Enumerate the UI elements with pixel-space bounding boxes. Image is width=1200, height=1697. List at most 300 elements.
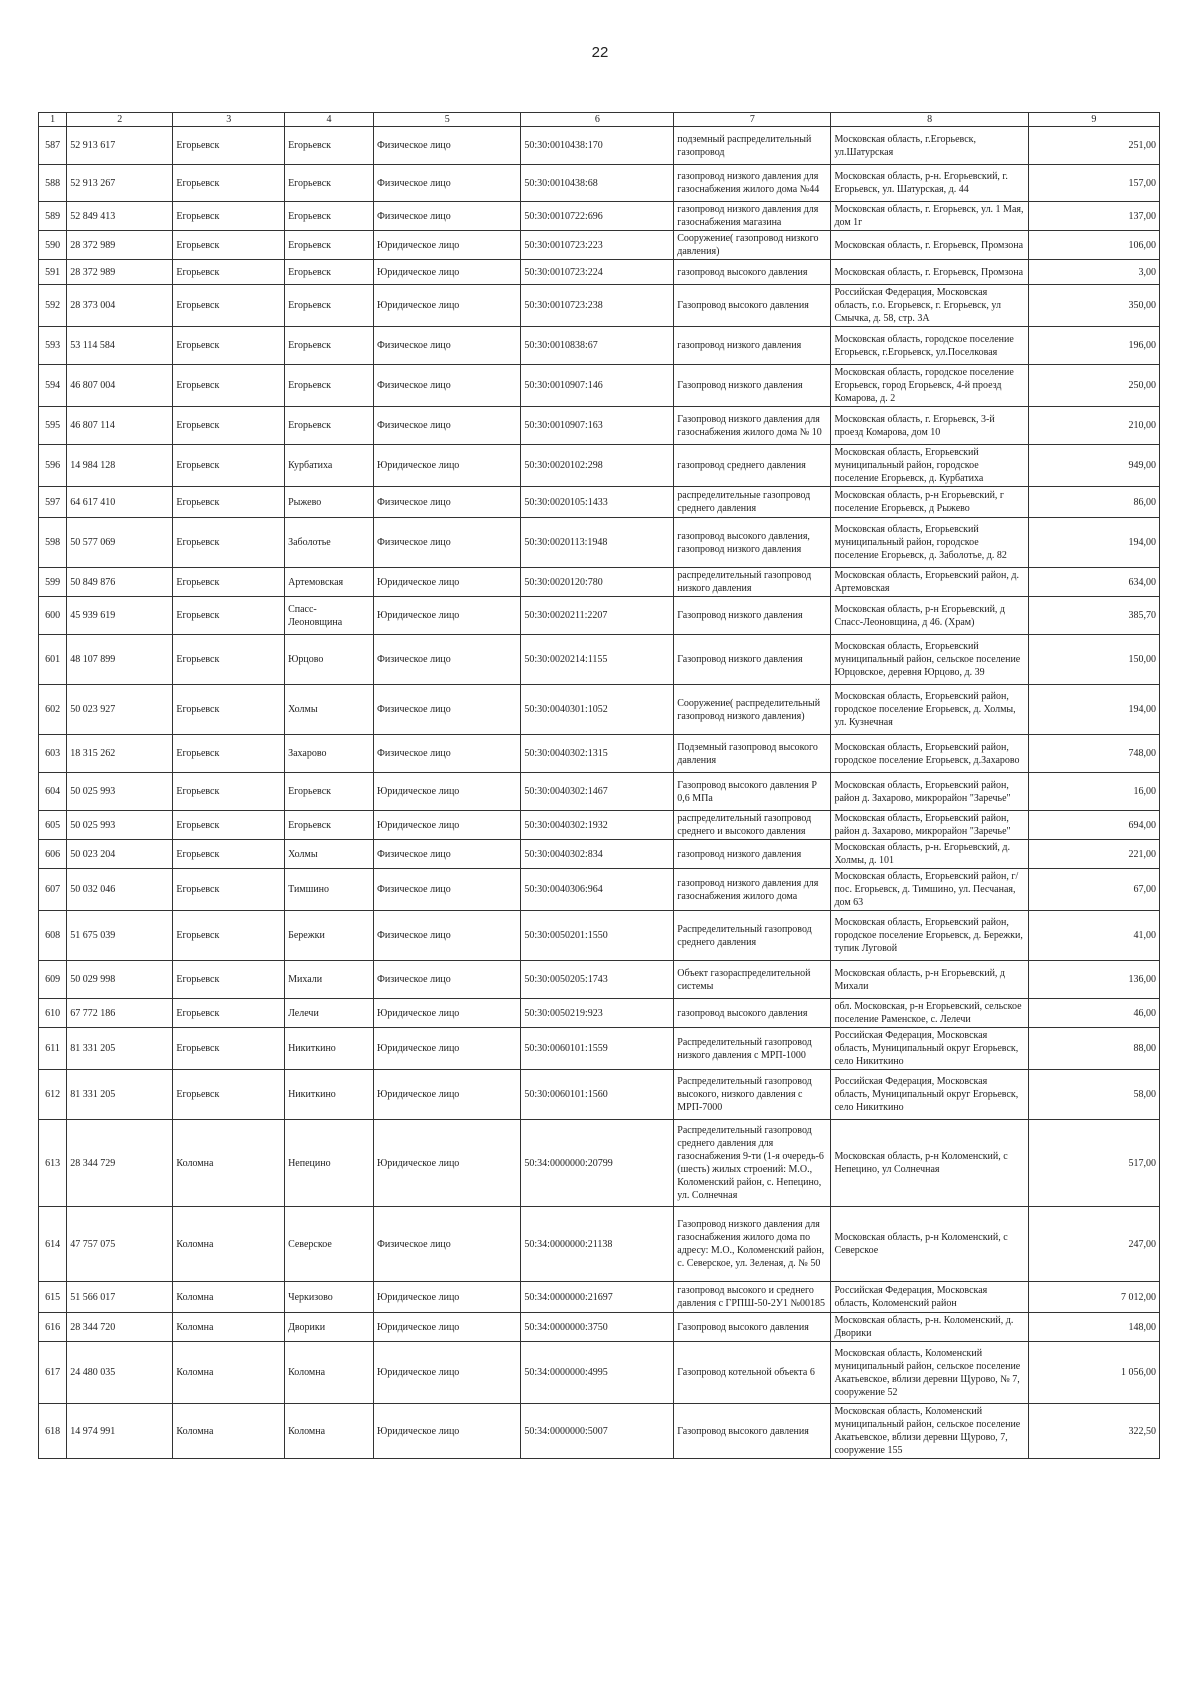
code-cell: 50 849 876 <box>67 568 173 597</box>
code-cell: 50 577 069 <box>67 518 173 568</box>
object-name-cell: Сооружение( распределительный газопровод низкого давления) <box>674 685 831 735</box>
locality-cell: Егорьевск <box>285 260 374 285</box>
row-number-cell: 605 <box>39 811 67 840</box>
length-cell: 251,00 <box>1028 127 1159 165</box>
municipality-cell: Егорьевск <box>173 685 285 735</box>
locality-cell: Юрцово <box>285 635 374 685</box>
owner-type-cell: Физическое лицо <box>373 1207 520 1282</box>
address-cell: Московская область, Егорьевский муниципальный район, городское поселение Егорьевск, д. Заболотье, д. 82 <box>831 518 1028 568</box>
column-number-header: 9 <box>1028 113 1159 127</box>
code-cell: 52 913 617 <box>67 127 173 165</box>
address-cell: Московская область, р-н Коломенский, с Северское <box>831 1207 1028 1282</box>
length-cell: 748,00 <box>1028 735 1159 773</box>
address-cell: Московская область, р-н Егорьевский, д Михали <box>831 961 1028 999</box>
row-number-cell: 588 <box>39 165 67 202</box>
code-cell: 51 566 017 <box>67 1282 173 1313</box>
table-row <box>39 1207 1160 1282</box>
length-cell: 949,00 <box>1028 445 1159 487</box>
locality-cell: Михали <box>285 961 374 999</box>
address-cell: Московская область, Егорьевский район, городское поселение Егорьевск, д. Бережки, тупик Луговой <box>831 911 1028 961</box>
address-cell: Российская Федерация, Московская область, Муниципальный округ Егорьевск, село Никиткино <box>831 1028 1028 1070</box>
municipality-cell: Коломна <box>173 1342 285 1404</box>
locality-cell: Непецино <box>285 1120 374 1207</box>
table-row <box>39 568 1160 597</box>
owner-type-cell: Физическое лицо <box>373 911 520 961</box>
column-number-header: 5 <box>373 113 520 127</box>
locality-cell: Бережки <box>285 911 374 961</box>
locality-cell: Курбатиха <box>285 445 374 487</box>
table-row <box>39 685 1160 735</box>
object-name-cell: Газопровод котельной объекта 6 <box>674 1342 831 1404</box>
code-cell: 46 807 004 <box>67 365 173 407</box>
address-cell: Московская область, Егорьевский муниципальный район, сельское поселение Юрцовское, деревня Юрцово, д. 39 <box>831 635 1028 685</box>
length-cell: 221,00 <box>1028 840 1159 869</box>
municipality-cell: Егорьевск <box>173 285 285 327</box>
owner-type-cell: Физическое лицо <box>373 165 520 202</box>
row-number-cell: 609 <box>39 961 67 999</box>
code-cell: 24 480 035 <box>67 1342 173 1404</box>
row-number-cell: 591 <box>39 260 67 285</box>
code-cell: 52 849 413 <box>67 202 173 231</box>
municipality-cell: Егорьевск <box>173 407 285 445</box>
address-cell: Московская область, г.Егорьевск, ул.Шатурская <box>831 127 1028 165</box>
municipality-cell: Коломна <box>173 1207 285 1282</box>
table-row <box>39 231 1160 260</box>
locality-cell: Егорьевск <box>285 285 374 327</box>
row-number-cell: 614 <box>39 1207 67 1282</box>
code-cell: 28 373 004 <box>67 285 173 327</box>
length-cell: 194,00 <box>1028 518 1159 568</box>
address-cell: Московская область, г. Егорьевск, Промзона <box>831 260 1028 285</box>
address-cell: Московская область, г. Егорьевск, Промзона <box>831 231 1028 260</box>
column-number-header: 4 <box>285 113 374 127</box>
owner-type-cell: Юридическое лицо <box>373 811 520 840</box>
row-number-cell: 604 <box>39 773 67 811</box>
owner-type-cell: Физическое лицо <box>373 735 520 773</box>
object-name-cell: распределительный газопровод низкого давления <box>674 568 831 597</box>
locality-cell: Холмы <box>285 685 374 735</box>
code-cell: 50 025 993 <box>67 811 173 840</box>
locality-cell: Егорьевск <box>285 365 374 407</box>
code-cell: 45 939 619 <box>67 597 173 635</box>
municipality-cell: Егорьевск <box>173 999 285 1028</box>
cadastral-number-cell: 50:30:0010723:224 <box>521 260 674 285</box>
length-cell: 194,00 <box>1028 685 1159 735</box>
row-number-cell: 599 <box>39 568 67 597</box>
cadastral-number-cell: 50:30:0020214:1155 <box>521 635 674 685</box>
locality-cell: Захарово <box>285 735 374 773</box>
owner-type-cell: Физическое лицо <box>373 635 520 685</box>
object-name-cell: Газопровод низкого давления для газоснабжения жилого дома № 10 <box>674 407 831 445</box>
object-name-cell: Распределительный газопровод среднего давления <box>674 911 831 961</box>
object-name-cell: Распределительный газопровод низкого давления с МРП-1000 <box>674 1028 831 1070</box>
cadastral-number-cell: 50:30:0050205:1743 <box>521 961 674 999</box>
code-cell: 50 029 998 <box>67 961 173 999</box>
owner-type-cell: Юридическое лицо <box>373 773 520 811</box>
locality-cell: Артемовская <box>285 568 374 597</box>
row-number-cell: 597 <box>39 487 67 518</box>
owner-type-cell: Юридическое лицо <box>373 1070 520 1120</box>
row-number-cell: 593 <box>39 327 67 365</box>
object-name-cell: Газопровод низкого давления <box>674 365 831 407</box>
locality-cell: Егорьевск <box>285 407 374 445</box>
code-cell: 81 331 205 <box>67 1070 173 1120</box>
locality-cell: Рыжево <box>285 487 374 518</box>
cadastral-number-cell: 50:30:0010438:170 <box>521 127 674 165</box>
length-cell: 136,00 <box>1028 961 1159 999</box>
length-cell: 88,00 <box>1028 1028 1159 1070</box>
locality-cell: Северское <box>285 1207 374 1282</box>
length-cell: 16,00 <box>1028 773 1159 811</box>
row-number-cell: 600 <box>39 597 67 635</box>
owner-type-cell: Физическое лицо <box>373 202 520 231</box>
cadastral-number-cell: 50:34:0000000:3750 <box>521 1313 674 1342</box>
length-cell: 137,00 <box>1028 202 1159 231</box>
address-cell: Московская область, р-н. Коломенский, д. Дворики <box>831 1313 1028 1342</box>
object-name-cell: Распределительный газопровод высокого, низкого давления с МРП-7000 <box>674 1070 831 1120</box>
cadastral-number-cell: 50:30:0050219:923 <box>521 999 674 1028</box>
object-name-cell: подземный распределительный газопровод <box>674 127 831 165</box>
cadastral-number-cell: 50:30:0050201:1550 <box>521 911 674 961</box>
object-name-cell: Распределительный газопровод среднего давления для газоснабжения 9-ти (1-я очередь-6 (шесть) жилых строений: М.О., Коломенский район, с. Непецино, ул. Солнечная <box>674 1120 831 1207</box>
municipality-cell: Егорьевск <box>173 961 285 999</box>
owner-type-cell: Юридическое лицо <box>373 1404 520 1459</box>
length-cell: 694,00 <box>1028 811 1159 840</box>
code-cell: 81 331 205 <box>67 1028 173 1070</box>
municipality-cell: Егорьевск <box>173 869 285 911</box>
length-cell: 41,00 <box>1028 911 1159 961</box>
column-number-header: 6 <box>521 113 674 127</box>
address-cell: Московская область, р-н. Егорьевский, д. Холмы, д. 101 <box>831 840 1028 869</box>
locality-cell: Егорьевск <box>285 231 374 260</box>
address-cell: Российская Федерация, Московская область, Муниципальный округ Егорьевск, село Никиткино <box>831 1070 1028 1120</box>
owner-type-cell: Физическое лицо <box>373 127 520 165</box>
locality-cell: Спасс-Леоновщина <box>285 597 374 635</box>
address-cell: Московская область, Егорьевский район, район д. Захарово, микрорайон "Заречье" <box>831 773 1028 811</box>
object-name-cell: газопровод высокого давления, газопровод низкого давления <box>674 518 831 568</box>
object-name-cell: Газопровод низкого давления для газоснабжения жилого дома по адресу: М.О., Коломенский район, с. Северское, ул. Зеленая, д. № 50 <box>674 1207 831 1282</box>
municipality-cell: Егорьевск <box>173 911 285 961</box>
cadastral-number-cell: 50:30:0020120:780 <box>521 568 674 597</box>
object-name-cell: Газопровод низкого давления <box>674 597 831 635</box>
municipality-cell: Коломна <box>173 1313 285 1342</box>
code-cell: 50 025 993 <box>67 773 173 811</box>
length-cell: 58,00 <box>1028 1070 1159 1120</box>
municipality-cell: Егорьевск <box>173 445 285 487</box>
row-number-cell: 607 <box>39 869 67 911</box>
municipality-cell: Егорьевск <box>173 635 285 685</box>
cadastral-number-cell: 50:30:0060101:1560 <box>521 1070 674 1120</box>
page-number: 22 <box>591 44 609 61</box>
cadastral-number-cell: 50:30:0020113:1948 <box>521 518 674 568</box>
municipality-cell: Егорьевск <box>173 840 285 869</box>
municipality-cell: Коломна <box>173 1404 285 1459</box>
code-cell: 46 807 114 <box>67 407 173 445</box>
table-row <box>39 840 1160 869</box>
locality-cell: Егорьевск <box>285 327 374 365</box>
object-name-cell: Подземный газопровод высокого давления <box>674 735 831 773</box>
cadastral-number-cell: 50:30:0040306:964 <box>521 869 674 911</box>
table-row <box>39 407 1160 445</box>
column-number-row <box>39 113 1160 127</box>
object-name-cell: Газопровод высокого давления P 0,6 МПа <box>674 773 831 811</box>
cadastral-number-cell: 50:30:0010438:68 <box>521 165 674 202</box>
cadastral-number-cell: 50:30:0040302:1315 <box>521 735 674 773</box>
cadastral-number-cell: 50:30:0010907:146 <box>521 365 674 407</box>
object-name-cell: Газопровод высокого давления <box>674 1313 831 1342</box>
municipality-cell: Егорьевск <box>173 568 285 597</box>
row-number-cell: 603 <box>39 735 67 773</box>
municipality-cell: Егорьевск <box>173 365 285 407</box>
municipality-cell: Егорьевск <box>173 1028 285 1070</box>
row-number-cell: 589 <box>39 202 67 231</box>
municipality-cell: Егорьевск <box>173 327 285 365</box>
object-name-cell: распределительные газопровод среднего давления <box>674 487 831 518</box>
object-name-cell: Объект газораспределительной системы <box>674 961 831 999</box>
code-cell: 64 617 410 <box>67 487 173 518</box>
locality-cell: Коломна <box>285 1404 374 1459</box>
address-cell: Московская область, Егорьевский район, городское поселение Егорьевск, д.Захарово <box>831 735 1028 773</box>
length-cell: 7 012,00 <box>1028 1282 1159 1313</box>
table-body <box>39 127 1160 1459</box>
address-cell: Московская область, р-н Егорьевский, д Спасс-Леоновщина, д 46. (Храм) <box>831 597 1028 635</box>
cadastral-number-cell: 50:30:0060101:1559 <box>521 1028 674 1070</box>
object-name-cell: газопровод низкого давления для газоснабжения магазина <box>674 202 831 231</box>
cadastral-number-cell: 50:30:0040302:834 <box>521 840 674 869</box>
cadastral-number-cell: 50:30:0020102:298 <box>521 445 674 487</box>
table-row <box>39 735 1160 773</box>
object-name-cell: газопровод низкого давления для газоснабжения жилого дома <box>674 869 831 911</box>
municipality-cell: Егорьевск <box>173 231 285 260</box>
address-cell: Московская область, г. Егорьевск, 3-й проезд Комарова, дом 10 <box>831 407 1028 445</box>
row-number-cell: 594 <box>39 365 67 407</box>
code-cell: 51 675 039 <box>67 911 173 961</box>
row-number-cell: 615 <box>39 1282 67 1313</box>
object-name-cell: Газопровод низкого давления <box>674 635 831 685</box>
code-cell: 48 107 899 <box>67 635 173 685</box>
object-name-cell: газопровод низкого давления <box>674 840 831 869</box>
address-cell: Московская область, р-н Егорьевский, г поселение Егорьевск, д Рыжево <box>831 487 1028 518</box>
cadastral-number-cell: 50:30:0010838:67 <box>521 327 674 365</box>
locality-cell: Черкизово <box>285 1282 374 1313</box>
length-cell: 86,00 <box>1028 487 1159 518</box>
cadastral-number-cell: 50:30:0010723:238 <box>521 285 674 327</box>
table-row <box>39 773 1160 811</box>
table-row <box>39 445 1160 487</box>
owner-type-cell: Юридическое лицо <box>373 445 520 487</box>
cadastral-number-cell: 50:30:0010723:223 <box>521 231 674 260</box>
table-row <box>39 285 1160 327</box>
object-name-cell: Газопровод высокого давления <box>674 285 831 327</box>
length-cell: 634,00 <box>1028 568 1159 597</box>
row-number-cell: 617 <box>39 1342 67 1404</box>
table-row <box>39 327 1160 365</box>
code-cell: 47 757 075 <box>67 1207 173 1282</box>
row-number-cell: 618 <box>39 1404 67 1459</box>
row-number-cell: 595 <box>39 407 67 445</box>
table-row <box>39 961 1160 999</box>
owner-type-cell: Юридическое лицо <box>373 568 520 597</box>
column-number-header: 2 <box>67 113 173 127</box>
locality-cell: Егорьевск <box>285 773 374 811</box>
owner-type-cell: Юридическое лицо <box>373 285 520 327</box>
cadastral-number-cell: 50:34:0000000:21138 <box>521 1207 674 1282</box>
table-row <box>39 1120 1160 1207</box>
object-name-cell: газопровод низкого давления <box>674 327 831 365</box>
row-number-cell: 596 <box>39 445 67 487</box>
locality-cell: Холмы <box>285 840 374 869</box>
length-cell: 196,00 <box>1028 327 1159 365</box>
table-row <box>39 911 1160 961</box>
length-cell: 67,00 <box>1028 869 1159 911</box>
object-name-cell: газопровод высокого давления <box>674 260 831 285</box>
table-row <box>39 1313 1160 1342</box>
code-cell: 14 984 128 <box>67 445 173 487</box>
owner-type-cell: Физическое лицо <box>373 840 520 869</box>
length-cell: 250,00 <box>1028 365 1159 407</box>
object-name-cell: газопровод среднего давления <box>674 445 831 487</box>
address-cell: Российская Федерация, Московская область, г.о. Егорьевск, г. Егорьевск, ул Смычка, д. 58, стр. 3А <box>831 285 1028 327</box>
address-cell: Московская область, Коломенский муниципальный район, сельское поселение Акатьевское, вблизи деревни Щурово, 7, сооружение 155 <box>831 1404 1028 1459</box>
municipality-cell: Егорьевск <box>173 202 285 231</box>
municipality-cell: Егорьевск <box>173 518 285 568</box>
address-cell: Московская область, г. Егорьевск, ул. 1 Мая, дом 1г <box>831 202 1028 231</box>
table-row <box>39 1404 1160 1459</box>
address-cell: Московская область, Егорьевский район, городское поселение Егорьевск, д. Холмы, ул. Кузнечная <box>831 685 1028 735</box>
object-name-cell: газопровод высокого и среднего давления с ГРПШ-50-2У1 №00185 <box>674 1282 831 1313</box>
table-row <box>39 260 1160 285</box>
locality-cell: Тимшино <box>285 869 374 911</box>
owner-type-cell: Физическое лицо <box>373 518 520 568</box>
address-cell: Российская Федерация, Московская область, Коломенский район <box>831 1282 1028 1313</box>
locality-cell: Никиткино <box>285 1070 374 1120</box>
address-cell: Московская область, Егорьевский район, район д. Захарово, микрорайон "Заречье" <box>831 811 1028 840</box>
municipality-cell: Егорьевск <box>173 487 285 518</box>
cadastral-number-cell: 50:34:0000000:20799 <box>521 1120 674 1207</box>
cadastral-number-cell: 50:30:0010722:696 <box>521 202 674 231</box>
length-cell: 385,70 <box>1028 597 1159 635</box>
code-cell: 28 344 720 <box>67 1313 173 1342</box>
length-cell: 46,00 <box>1028 999 1159 1028</box>
address-cell: Московская область, Коломенский муниципальный район, сельское поселение Акатьевское, вблизи деревни Щурово, № 7, сооружение 52 <box>831 1342 1028 1404</box>
owner-type-cell: Юридическое лицо <box>373 1282 520 1313</box>
length-cell: 150,00 <box>1028 635 1159 685</box>
row-number-cell: 616 <box>39 1313 67 1342</box>
owner-type-cell: Юридическое лицо <box>373 1120 520 1207</box>
municipality-cell: Егорьевск <box>173 597 285 635</box>
code-cell: 18 315 262 <box>67 735 173 773</box>
row-number-cell: 610 <box>39 999 67 1028</box>
table-row <box>39 1028 1160 1070</box>
owner-type-cell: Юридическое лицо <box>373 1342 520 1404</box>
address-cell: Московская область, р-н Коломенский, с Непецино, ул Солнечная <box>831 1120 1028 1207</box>
length-cell: 106,00 <box>1028 231 1159 260</box>
owner-type-cell: Физическое лицо <box>373 365 520 407</box>
address-cell: обл. Московская, р-н Егорьевский, сельское поселение Раменское, с. Лелечи <box>831 999 1028 1028</box>
row-number-cell: 598 <box>39 518 67 568</box>
table-row <box>39 1282 1160 1313</box>
length-cell: 148,00 <box>1028 1313 1159 1342</box>
code-cell: 53 114 584 <box>67 327 173 365</box>
cadastral-number-cell: 50:30:0040302:1467 <box>521 773 674 811</box>
table-row <box>39 487 1160 518</box>
municipality-cell: Егорьевск <box>173 260 285 285</box>
object-name-cell: Газопровод высокого давления <box>674 1404 831 1459</box>
object-name-cell: газопровод низкого давления для газоснабжения жилого дома №44 <box>674 165 831 202</box>
cadastral-number-cell: 50:34:0000000:21697 <box>521 1282 674 1313</box>
object-name-cell: газопровод высокого давления <box>674 999 831 1028</box>
row-number-cell: 590 <box>39 231 67 260</box>
owner-type-cell: Юридическое лицо <box>373 231 520 260</box>
municipality-cell: Егорьевск <box>173 811 285 840</box>
owner-type-cell: Юридическое лицо <box>373 999 520 1028</box>
owner-type-cell: Физическое лицо <box>373 327 520 365</box>
table-row <box>39 635 1160 685</box>
row-number-cell: 602 <box>39 685 67 735</box>
length-cell: 517,00 <box>1028 1120 1159 1207</box>
code-cell: 28 372 989 <box>67 260 173 285</box>
locality-cell: Егорьевск <box>285 811 374 840</box>
row-number-cell: 608 <box>39 911 67 961</box>
row-number-cell: 587 <box>39 127 67 165</box>
column-number-header: 7 <box>674 113 831 127</box>
length-cell: 322,50 <box>1028 1404 1159 1459</box>
row-number-cell: 613 <box>39 1120 67 1207</box>
length-cell: 210,00 <box>1028 407 1159 445</box>
length-cell: 1 056,00 <box>1028 1342 1159 1404</box>
owner-type-cell: Юридическое лицо <box>373 1313 520 1342</box>
municipality-cell: Егорьевск <box>173 735 285 773</box>
locality-cell: Егорьевск <box>285 202 374 231</box>
owner-type-cell: Физическое лицо <box>373 961 520 999</box>
table-row <box>39 365 1160 407</box>
municipality-cell: Коломна <box>173 1120 285 1207</box>
owner-type-cell: Юридическое лицо <box>373 597 520 635</box>
cadastral-number-cell: 50:34:0000000:5007 <box>521 1404 674 1459</box>
object-name-cell: Сооружение( газопровод низкого давления) <box>674 231 831 260</box>
owner-type-cell: Юридическое лицо <box>373 1028 520 1070</box>
length-cell: 157,00 <box>1028 165 1159 202</box>
table-row <box>39 597 1160 635</box>
code-cell: 50 032 046 <box>67 869 173 911</box>
address-cell: Московская область, р-н. Егорьевский, г. Егорьевск, ул. Шатурская, д. 44 <box>831 165 1028 202</box>
table-row <box>39 869 1160 911</box>
code-cell: 52 913 267 <box>67 165 173 202</box>
address-cell: Московская область, городское поселение Егорьевск, г.Егорьевск, ул.Поселковая <box>831 327 1028 365</box>
length-cell: 350,00 <box>1028 285 1159 327</box>
code-cell: 67 772 186 <box>67 999 173 1028</box>
table-row <box>39 1342 1160 1404</box>
object-name-cell: распределительный газопровод среднего и высокого давления <box>674 811 831 840</box>
address-cell: Московская область, Егорьевский район, г/пос. Егорьевск, д. Тимшино, ул. Песчаная, дом 63 <box>831 869 1028 911</box>
locality-cell: Заболотье <box>285 518 374 568</box>
municipality-cell: Егорьевск <box>173 1070 285 1120</box>
address-cell: Московская область, Егорьевский муниципальный район, городское поселение Егорьевск, д. Курбатиха <box>831 445 1028 487</box>
row-number-cell: 611 <box>39 1028 67 1070</box>
row-number-cell: 601 <box>39 635 67 685</box>
column-number-header: 3 <box>173 113 285 127</box>
register-table <box>38 112 1160 1459</box>
row-number-cell: 612 <box>39 1070 67 1120</box>
locality-cell: Егорьевск <box>285 165 374 202</box>
locality-cell: Коломна <box>285 1342 374 1404</box>
address-cell: Московская область, Егорьевский район, д. Артемовская <box>831 568 1028 597</box>
length-cell: 247,00 <box>1028 1207 1159 1282</box>
column-number-header: 1 <box>39 113 67 127</box>
municipality-cell: Егорьевск <box>173 165 285 202</box>
address-cell: Московская область, городское поселение Егорьевск, город Егорьевск, 4-й проезд Комарова, д. 2 <box>831 365 1028 407</box>
locality-cell: Никиткино <box>285 1028 374 1070</box>
